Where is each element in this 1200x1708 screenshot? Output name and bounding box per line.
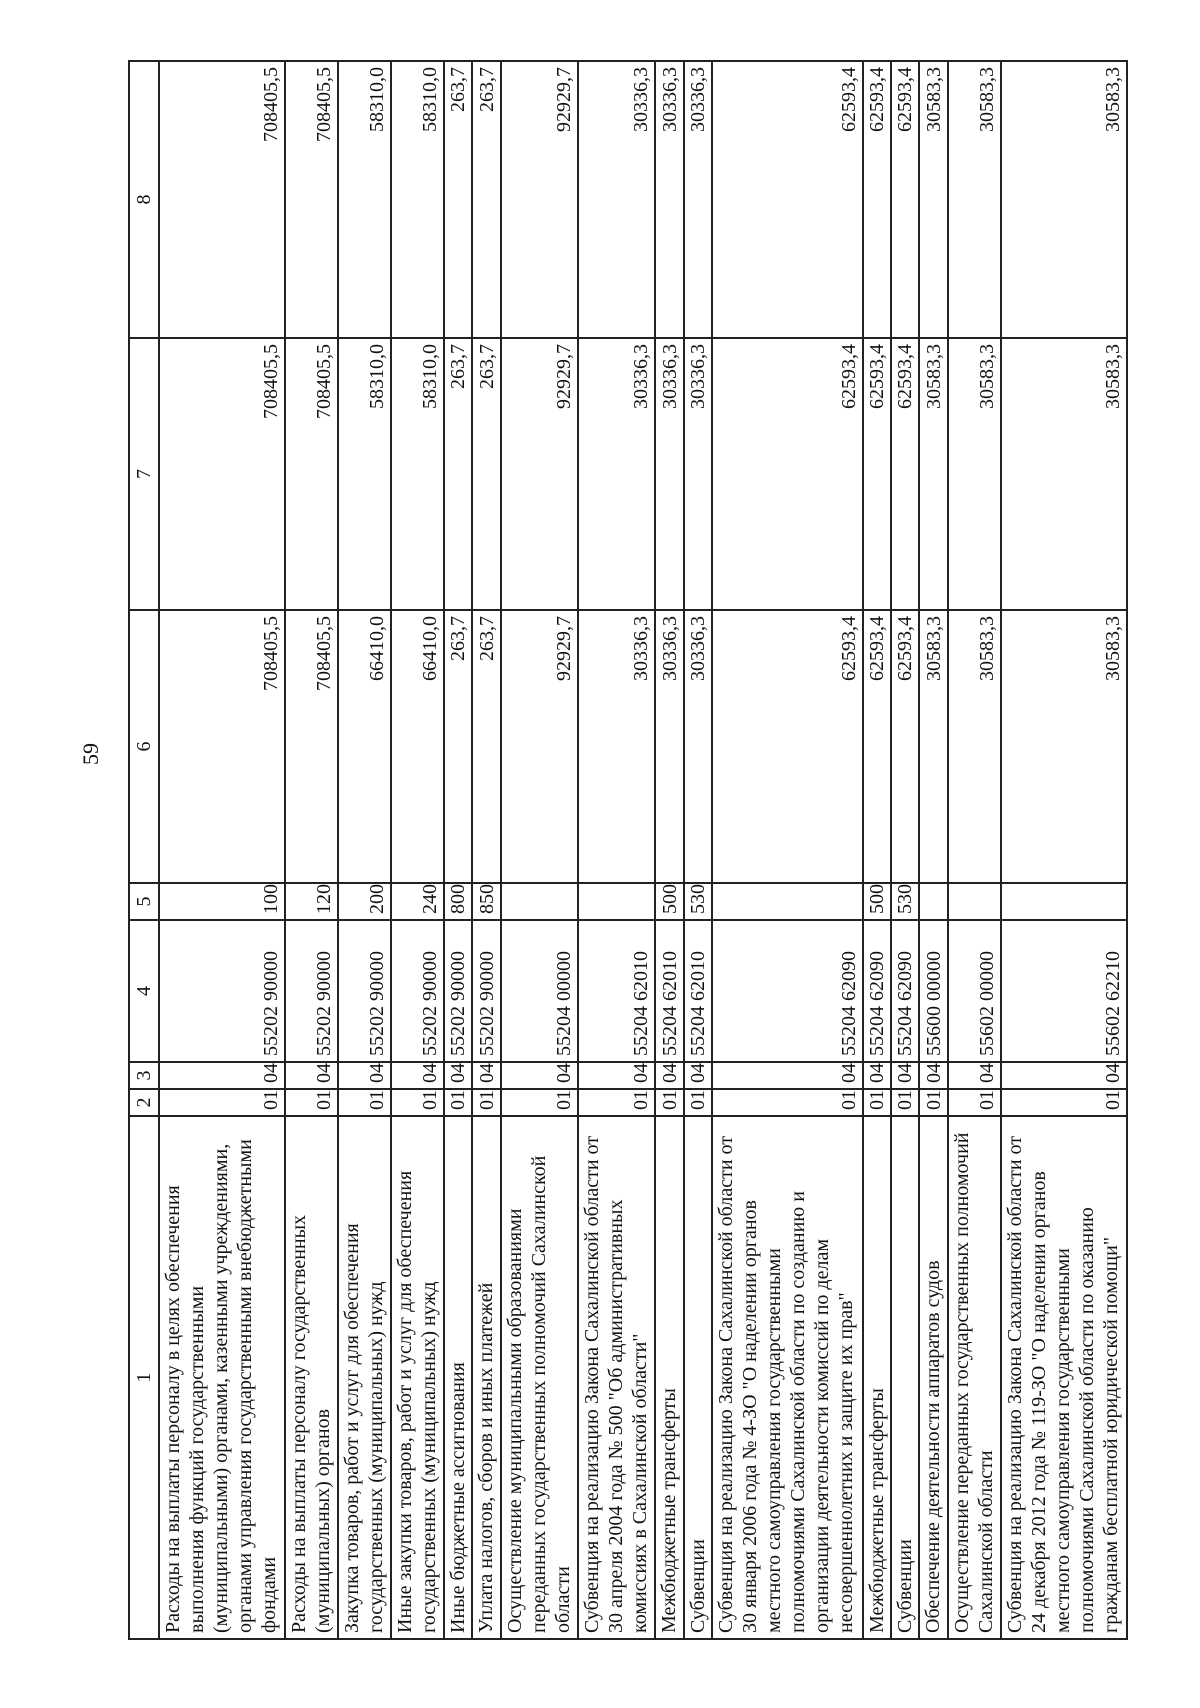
- row-name-cell: Межбюджетные трансферты: [863, 1116, 891, 1639]
- column-header: 3: [129, 1062, 159, 1089]
- expense-type-cell: [919, 883, 947, 920]
- section-code-cell: 01: [159, 1089, 285, 1116]
- row-name-cell: Субвенция на реализацию Закона Сахалинской области от 30 апреля 2004 года № 500 "Об административных комиссиях в Сахалинской области": [578, 1116, 655, 1639]
- column-header: 6: [129, 610, 159, 883]
- row-name-cell: Иные закупки товаров, работ и услуг для обеспечения государственных (муниципальных) нужд: [391, 1116, 444, 1639]
- row-name-cell: Субвенции: [891, 1116, 919, 1639]
- amount-col7-cell: 30336,3: [655, 338, 683, 610]
- column-header: 4: [129, 920, 159, 1062]
- amount-col7-cell: 58310,0: [338, 338, 391, 610]
- table-row: [501, 61, 578, 1639]
- column-header: 7: [129, 338, 159, 610]
- expense-type-cell: 100: [159, 883, 285, 920]
- section-code-cell: 01: [863, 1089, 891, 1116]
- row-name-cell: Субвенция на реализацию Закона Сахалинской области от 30 января 2006 года № 4-ЗО "О наделении органов местного самоуправления государственными полномочиями Сахалинской области по созданию и организации деятельности комиссий по делам несовершеннолетних и защите их прав": [712, 1116, 862, 1639]
- subsection-code-cell: 04: [444, 1062, 472, 1089]
- section-code-cell: 01: [391, 1089, 444, 1116]
- rotated-page-content: [128, 62, 1128, 1640]
- amount-col6-cell: 66410,0: [338, 610, 391, 883]
- row-name-cell: Уплата налогов, сборов и иных платежей: [472, 1116, 500, 1639]
- table-row: [891, 61, 919, 1639]
- section-code-cell: 01: [578, 1089, 655, 1116]
- section-code-cell: 01: [684, 1089, 712, 1116]
- table-row: [712, 61, 862, 1639]
- header-row: [129, 61, 159, 1639]
- expense-type-cell: [501, 883, 578, 920]
- row-name-cell: Обеспечение деятельности аппаратов судов: [919, 1116, 947, 1639]
- budget-table: [128, 60, 1128, 1640]
- expense-type-cell: 200: [338, 883, 391, 920]
- amount-col7-cell: 62593,4: [712, 338, 862, 610]
- row-name-cell: Закупка товаров, работ и услуг для обеспечения государственных (муниципальных) нужд: [338, 1116, 391, 1639]
- expense-type-cell: [1001, 883, 1127, 920]
- amount-col6-cell: 92929,7: [501, 610, 578, 883]
- target-article-cell: 55204 62090: [891, 920, 919, 1062]
- amount-col7-cell: 30583,3: [1001, 338, 1127, 610]
- row-name-cell: Иные бюджетные ассигнования: [444, 1116, 472, 1639]
- amount-col7-cell: 62593,4: [891, 338, 919, 610]
- amount-col8-cell: 708405,5: [159, 61, 285, 338]
- amount-col7-cell: 62593,4: [863, 338, 891, 610]
- expense-type-cell: [712, 883, 862, 920]
- section-code-cell: 01: [285, 1089, 338, 1116]
- expense-type-cell: 530: [891, 883, 919, 920]
- section-code-cell: 01: [655, 1089, 683, 1116]
- amount-col6-cell: 66410,0: [391, 610, 444, 883]
- expense-type-cell: [578, 883, 655, 920]
- section-code-cell: 01: [444, 1089, 472, 1116]
- amount-col7-cell: 708405,5: [285, 338, 338, 610]
- row-name-cell: Осуществление переданных государственных полномочий Сахалинской области: [948, 1116, 1001, 1639]
- section-code-cell: 01: [712, 1089, 862, 1116]
- amount-col6-cell: 30336,3: [684, 610, 712, 883]
- amount-col8-cell: 30336,3: [578, 61, 655, 338]
- table-row: [1001, 61, 1127, 1639]
- row-name-cell: Межбюджетные трансферты: [655, 1116, 683, 1639]
- amount-col6-cell: 708405,5: [285, 610, 338, 883]
- subsection-code-cell: 04: [655, 1062, 683, 1089]
- amount-col7-cell: 263,7: [472, 338, 500, 610]
- amount-col8-cell: 263,7: [472, 61, 500, 338]
- amount-col7-cell: 263,7: [444, 338, 472, 610]
- row-name-cell: Расходы на выплаты персоналу в целях обеспечения выполнения функций государственными (муниципальными) органами, казенными учреждениями, органами управления государственными внебюджетными фондами: [159, 1116, 285, 1639]
- amount-col6-cell: 62593,4: [863, 610, 891, 883]
- target-article-cell: 55602 62210: [1001, 920, 1127, 1062]
- target-article-cell: 55600 00000: [919, 920, 947, 1062]
- expense-type-cell: 800: [444, 883, 472, 920]
- table-row: [159, 61, 285, 1639]
- amount-col6-cell: 62593,4: [712, 610, 862, 883]
- table-body: [159, 61, 1127, 1639]
- table-row: [919, 61, 947, 1639]
- column-header: 5: [129, 883, 159, 920]
- expense-type-cell: 850: [472, 883, 500, 920]
- amount-col8-cell: 30583,3: [948, 61, 1001, 338]
- subsection-code-cell: 04: [863, 1062, 891, 1089]
- target-article-cell: 55202 90000: [391, 920, 444, 1062]
- subsection-code-cell: 04: [684, 1062, 712, 1089]
- subsection-code-cell: 04: [159, 1062, 285, 1089]
- target-article-cell: 55602 00000: [948, 920, 1001, 1062]
- table-row: [338, 61, 391, 1639]
- subsection-code-cell: 04: [919, 1062, 947, 1089]
- section-code-cell: 01: [472, 1089, 500, 1116]
- target-article-cell: 55202 90000: [285, 920, 338, 1062]
- table-row: [948, 61, 1001, 1639]
- subsection-code-cell: 04: [391, 1062, 444, 1089]
- subsection-code-cell: 04: [338, 1062, 391, 1089]
- amount-col6-cell: 30336,3: [578, 610, 655, 883]
- amount-col8-cell: 62593,4: [712, 61, 862, 338]
- amount-col8-cell: 708405,5: [285, 61, 338, 338]
- amount-col6-cell: 30583,3: [948, 610, 1001, 883]
- section-code-cell: 01: [501, 1089, 578, 1116]
- amount-col8-cell: 58310,0: [338, 61, 391, 338]
- column-header: 1: [129, 1116, 159, 1639]
- row-name-cell: Субвенции: [684, 1116, 712, 1639]
- expense-type-cell: [948, 883, 1001, 920]
- table-row: [863, 61, 891, 1639]
- section-code-cell: 01: [891, 1089, 919, 1116]
- amount-col6-cell: 30336,3: [655, 610, 683, 883]
- amount-col8-cell: 30336,3: [655, 61, 683, 338]
- amount-col7-cell: 92929,7: [501, 338, 578, 610]
- amount-col7-cell: 58310,0: [391, 338, 444, 610]
- row-name-cell: Расходы на выплаты персоналу государственных (муниципальных) органов: [285, 1116, 338, 1639]
- subsection-code-cell: 04: [501, 1062, 578, 1089]
- subsection-code-cell: 04: [472, 1062, 500, 1089]
- section-code-cell: 01: [338, 1089, 391, 1116]
- expense-type-cell: 500: [863, 883, 891, 920]
- table-row: [684, 61, 712, 1639]
- expense-type-cell: 120: [285, 883, 338, 920]
- table-row: [444, 61, 472, 1639]
- amount-col8-cell: 30583,3: [919, 61, 947, 338]
- column-header: 8: [129, 61, 159, 338]
- subsection-code-cell: 04: [891, 1062, 919, 1089]
- target-article-cell: 55204 62090: [863, 920, 891, 1062]
- amount-col8-cell: 92929,7: [501, 61, 578, 338]
- subsection-code-cell: 04: [578, 1062, 655, 1089]
- amount-col6-cell: 62593,4: [891, 610, 919, 883]
- target-article-cell: 55204 62010: [578, 920, 655, 1062]
- row-name-cell: Осуществление муниципальными образованиями переданных государственных полномочий Сахалинской области: [501, 1116, 578, 1639]
- amount-col8-cell: 30336,3: [684, 61, 712, 338]
- target-article-cell: 55202 90000: [338, 920, 391, 1062]
- target-article-cell: 55204 62010: [655, 920, 683, 1062]
- amount-col7-cell: 30583,3: [948, 338, 1001, 610]
- subsection-code-cell: 04: [948, 1062, 1001, 1089]
- row-name-cell: Субвенция на реализацию Закона Сахалинской области от 24 декабря 2012 года № 119-ЗО "О наделении органов местного самоуправления государственными полномочиями Сахалинской области по оказанию гражданам бесплатной юридической помощи": [1001, 1116, 1127, 1639]
- section-code-cell: 01: [1001, 1089, 1127, 1116]
- target-article-cell: 55202 90000: [444, 920, 472, 1062]
- amount-col8-cell: 62593,4: [863, 61, 891, 338]
- section-code-cell: 01: [948, 1089, 1001, 1116]
- table-row: [655, 61, 683, 1639]
- table-row: [285, 61, 338, 1639]
- subsection-code-cell: 04: [712, 1062, 862, 1089]
- amount-col6-cell: 30583,3: [1001, 610, 1127, 883]
- amount-col7-cell: 30583,3: [919, 338, 947, 610]
- column-header: 2: [129, 1089, 159, 1116]
- table-row: [472, 61, 500, 1639]
- amount-col6-cell: 263,7: [472, 610, 500, 883]
- page-number: 59: [78, 743, 103, 765]
- expense-type-cell: 530: [684, 883, 712, 920]
- target-article-cell: 55204 00000: [501, 920, 578, 1062]
- target-article-cell: 55204 62090: [712, 920, 862, 1062]
- table-row: [578, 61, 655, 1639]
- table-row: [391, 61, 444, 1639]
- section-code-cell: 01: [919, 1089, 947, 1116]
- target-article-cell: 55204 62010: [684, 920, 712, 1062]
- amount-col8-cell: 30583,3: [1001, 61, 1127, 338]
- amount-col8-cell: 62593,4: [891, 61, 919, 338]
- expense-type-cell: 500: [655, 883, 683, 920]
- expense-type-cell: 240: [391, 883, 444, 920]
- amount-col7-cell: 708405,5: [159, 338, 285, 610]
- amount-col6-cell: 263,7: [444, 610, 472, 883]
- amount-col8-cell: 263,7: [444, 61, 472, 338]
- amount-col6-cell: 30583,3: [919, 610, 947, 883]
- amount-col6-cell: 708405,5: [159, 610, 285, 883]
- amount-col7-cell: 30336,3: [578, 338, 655, 610]
- target-article-cell: 55202 90000: [159, 920, 285, 1062]
- amount-col8-cell: 58310,0: [391, 61, 444, 338]
- target-article-cell: 55202 90000: [472, 920, 500, 1062]
- amount-col7-cell: 30336,3: [684, 338, 712, 610]
- subsection-code-cell: 04: [1001, 1062, 1127, 1089]
- subsection-code-cell: 04: [285, 1062, 338, 1089]
